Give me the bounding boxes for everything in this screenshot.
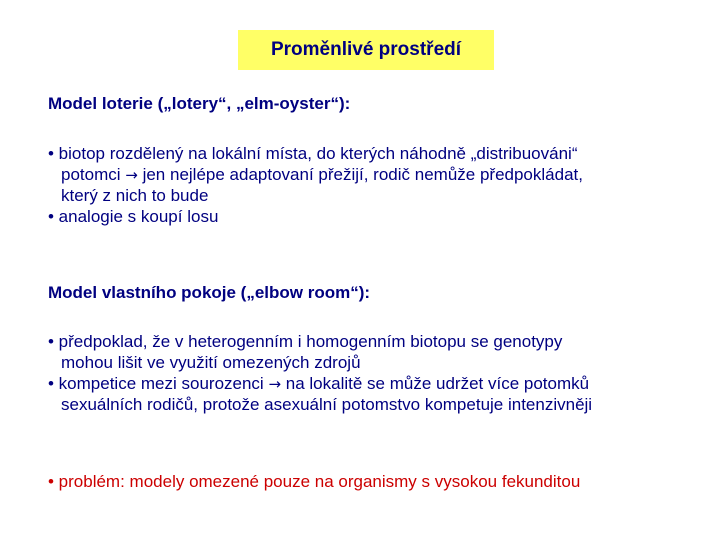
bullet-line: • biotop rozdělený na lokální místa, do kterých náhodně „distribuováni“ xyxy=(48,144,578,163)
arrow-right-icon: → xyxy=(268,375,282,393)
line-text: na lokalitě se může udržet více potomků xyxy=(285,374,590,393)
bullet-line-continuation: který z nich to bude xyxy=(61,186,209,205)
bullet-line xyxy=(48,373,708,394)
bullet-line-continuation: sexuálních rodičů, protože asexuální potomstvo kompetuje intenzivněji xyxy=(61,395,593,414)
bullet-line: • předpoklad, že v heterogenním i homogenním biotopu se genotypy xyxy=(48,332,563,351)
bullet-line: • analogie s koupí losu xyxy=(48,207,219,226)
section-heading-lottery: Model loterie („lotery“, „elm-oyster“): xyxy=(48,94,351,113)
slide-title: Proměnlivé prostředí xyxy=(238,30,494,70)
elbow-room-description xyxy=(48,331,708,415)
section-heading-elbow-room: Model vlastního pokoje („elbow room“): xyxy=(48,283,371,302)
bullet-line-continuation xyxy=(48,164,708,185)
problem-note: • problém: modely omezené pouze na organismy s vysokou fekunditou xyxy=(48,472,581,491)
bullet-line-continuation: mohou lišit ve využití omezených zdrojů xyxy=(61,353,361,372)
line-text: potomci xyxy=(61,165,121,184)
line-text: • kompetice mezi sourozenci xyxy=(48,374,264,393)
lottery-description xyxy=(48,143,708,227)
line-text: jen nejlépe adaptovaní přežijí, rodič nemůže předpokládat, xyxy=(142,165,583,184)
arrow-right-icon: → xyxy=(125,166,138,184)
